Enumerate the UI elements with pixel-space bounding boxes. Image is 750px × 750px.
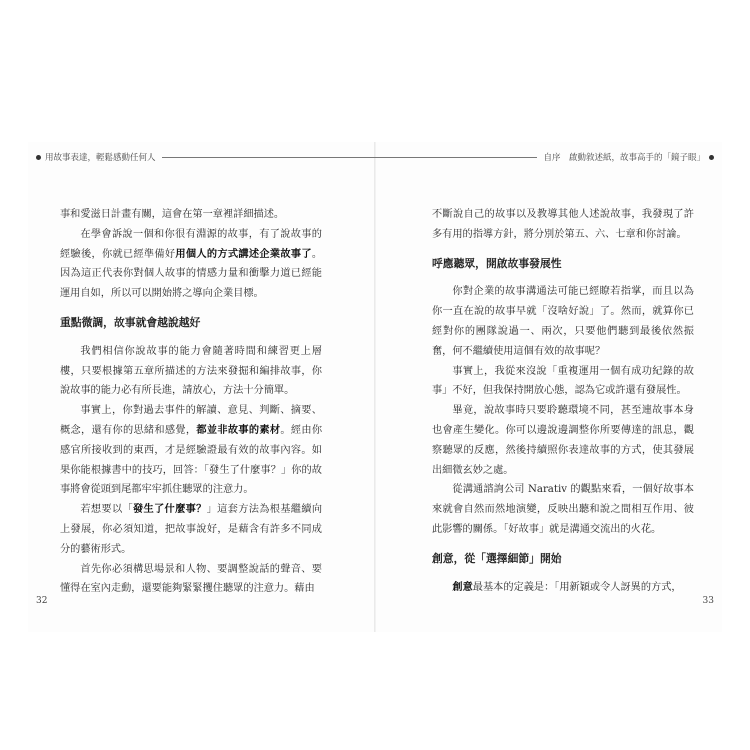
left-page-text <box>60 205 322 599</box>
paragraph: 不斷說自己的故事以及教導其他人述說故事，我發現了許多有用的指導方針，將分別於第五、六、七章和你討論。 <box>432 209 694 240</box>
paragraph: 事實上，我從來沒說「重複運用一個有成功紀錄的故事」不好，但我保持開放心態，認為它或許還有發展性。 <box>432 365 694 397</box>
page-number-right: 33 <box>702 596 714 606</box>
bold-text: 都並非故事的素材 <box>196 423 281 436</box>
text-run: 事實上，你對過去事件的解讀、意見、判斷、摘要、概念，還有你的思緒和感覺， <box>60 405 322 436</box>
header-rule <box>162 157 394 158</box>
running-header-right <box>387 150 714 164</box>
book-title-header: 用故事表達，輕鬆感動任何人 <box>45 153 156 163</box>
bold-text: 用個人的方式講述企業故事了 <box>175 247 312 260</box>
paragraph <box>60 401 322 500</box>
text-run: 在學會訴說一個和你很有淵源的故事，有了說故事的經驗後，你就已經準備好 <box>60 228 322 260</box>
bold-text: 發生了什麼事？ <box>133 503 207 516</box>
paragraph: 我們相信你說故事的能力會隨著時間和練習更上層樓，只要根據第五章所描述的方法來發掘和編排故事，你說故事的能力必有所長進，請放心，方法十分簡單。 <box>60 345 322 397</box>
text-run: 。因為這正代表你對個人故事的情感力量和衝擊力道已經能運用自如，所以可以開始將之導向企業目標。 <box>60 248 323 300</box>
text-run: 」這套方法為根基繼續向上發展，你必須知道，把故事說好，是藉含有許多不同成分的藝術形式。 <box>60 504 323 555</box>
paragraph: 你對企業的故事溝通法可能已經瞭若指掌，而且以為你一直在說的故事早就「沒啥好說」了。然而，就算你已經對你的團隊說過一、兩次，只要他們聽到最後依然振奮，何不繼續使用這個有效的故事呢？ <box>432 286 694 357</box>
text-run: 最基本的定義是：「用新穎或令人訝異的方式， <box>472 581 682 593</box>
text-run: 。經由你感官所接收到的東西，才是經驗證最有效的故事內容。如果你能根據書中的技巧，回答：「發生了什麼事？」你的故事將會從頭到尾都牢牢抓住聽眾的注意力。 <box>60 424 323 496</box>
paragraph: 畢竟，說故事時只要聆聽環境不同，甚至連故事本身也會產生變化。你可以邊說邊調整你所要傳達的訊息，觀察聽眾的反應，然後持續照你表達故事的方式，使其發展出細微玄妙之處。 <box>432 405 694 476</box>
paragraph <box>60 500 322 559</box>
paragraph <box>60 225 322 304</box>
section-heading: 重點微調，故事就會越說越好 <box>60 315 201 329</box>
header-dot-icon <box>709 155 714 160</box>
right-page-text <box>432 205 694 597</box>
paragraph: 事和愛滋日計畫有關，這會在第一章裡詳細描述。 <box>60 209 285 220</box>
section-heading: 呼應聽眾，開啟故事發展性 <box>432 256 562 270</box>
header-rule <box>387 157 537 158</box>
header-dot-icon <box>36 155 41 160</box>
book-gutter <box>374 142 376 632</box>
paragraph: 從溝通諮詢公司 Narativ 的觀點來看，一個好故事本來就會自然而然地演變，反映出聽和說之間相互作用、彼此影響的關係。「好故事」就是溝通交流出的火花。 <box>432 484 694 535</box>
running-header-left <box>36 150 394 164</box>
paragraph: 首先你必須構思場景和人物、要調整說話的聲音、要懂得在室內走動，還要能夠緊緊攫住聽眾的注意力。藉由 <box>60 563 322 595</box>
paragraph <box>432 578 694 598</box>
bold-text: 創意 <box>452 580 473 593</box>
page-number-left: 32 <box>36 596 48 606</box>
text-run: 若想要以「 <box>80 504 133 516</box>
chapter-title-header: 自序 啟動敘述紙，故事高手的「鏡子眼」 <box>543 153 705 163</box>
section-heading: 創意，從「選擇細節」開始 <box>432 551 562 565</box>
